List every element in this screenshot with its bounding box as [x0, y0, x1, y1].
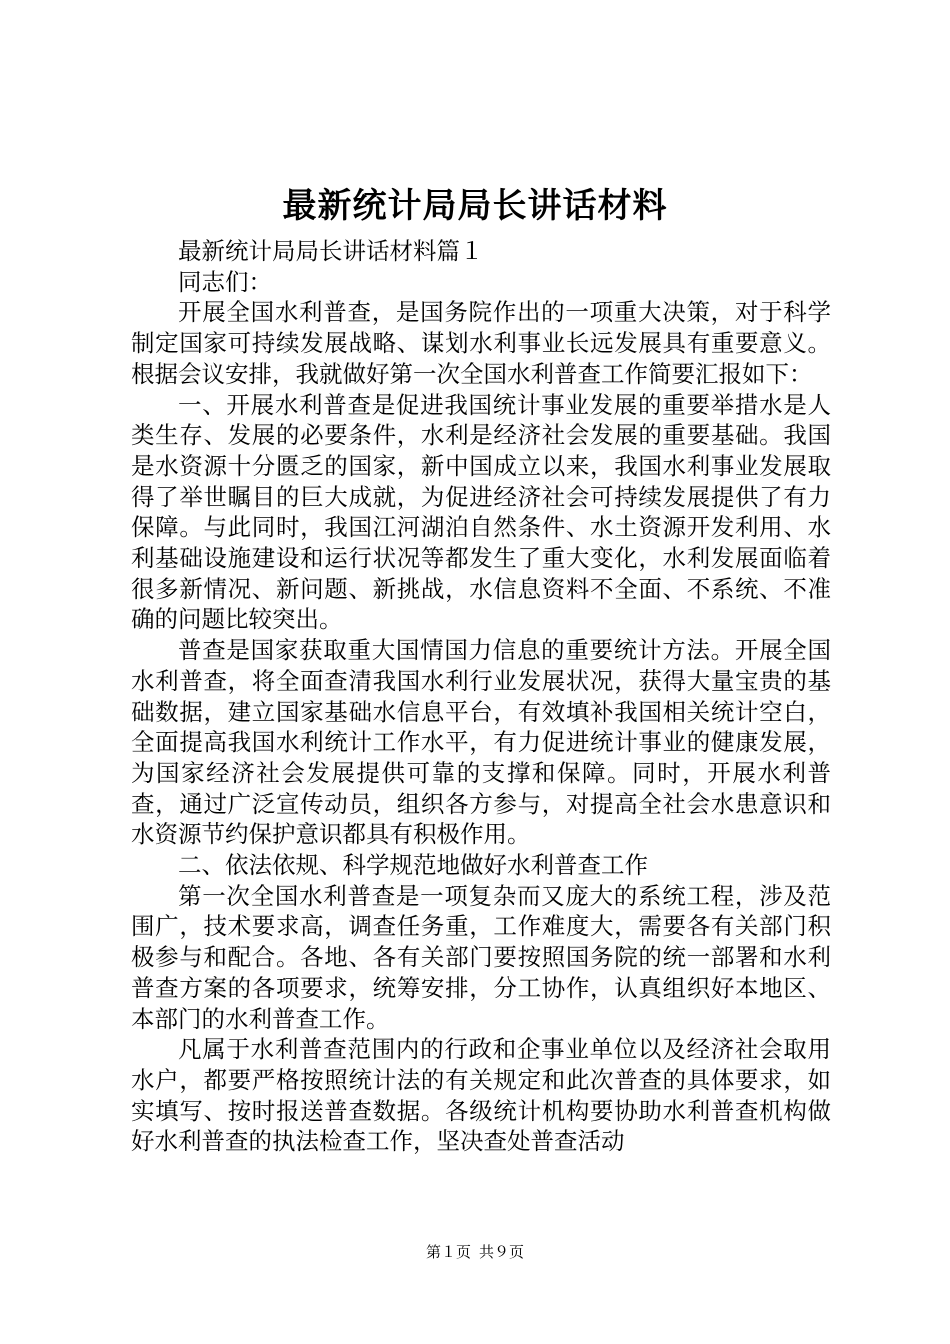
- paragraph-reporting-requirements: 凡属于水利普查范围内的行政和企事业单位以及经济社会取用水户，都要严格按照统计法的有关规定和此次普查的具体要求，如实填写、按时报送普查数据。各级统计机构要协助水利普查机构做好水利普查的执法检查工作，坚决查处普查活动: [131, 1035, 831, 1156]
- paragraph-intro: 开展全国水利普查，是国务院作出的一项重大决策，对于科学制定国家可持续发展战略、谋划水利事业长远发展具有重要意义。根据会议安排，我就做好第一次全国水利普查工作简要汇报如下：: [131, 298, 831, 388]
- document-body: [131, 236, 831, 1157]
- document-title: 最新统计局局长讲话材料: [282, 186, 668, 226]
- page-total: 共９页: [479, 1243, 525, 1261]
- section-heading: 最新统计局局长讲话材料篇１: [178, 237, 484, 265]
- paragraph-point-one: 一、开展水利普查是促进我国统计事业发展的重要举措水是人类生存、发展的必要条件，水利是经济社会发展的重要基础。我国是水资源十分匮乏的国家，新中国成立以来，我国水利事业发展取得了举世瞩目的巨大成就，为促进经济社会可持续发展提供了有力保障。与此同时，我国江河湖泊自然条件、水土资源开发利用、水利基础设施建设和运行状况等都发生了重大变化，水利发展面临着很多新情况、新问题、新挑战，水信息资料不全面、不系统、不准确的问题比较突出。: [131, 390, 831, 634]
- paragraph-census-method: 普查是国家获取重大国情国力信息的重要统计方法。开展全国水利普查，将全面查清我国水利行业发展状况，获得大量宝贵的基础数据，建立国家基础水信息平台，有效填补我国相关统计空白，全面提高我国水利统计工作水平，有力促进统计事业的健康发展，为国家经济社会发展提供可靠的支撑和保障。同时，开展水利普查，通过广泛宣传动员，组织各方参与，对提高全社会水患意识和水资源节约保护意识都具有积极作用。: [131, 636, 831, 849]
- salutation: 同志们：: [178, 267, 272, 296]
- page-number: 第１页: [425, 1243, 471, 1261]
- paragraph-system-project: 第一次全国水利普查是一项复杂而又庞大的系统工程，涉及范围广，技术要求高，调查任务重，工作难度大，需要各有关部门积极参与和配合。各地、各有关部门要按照国务院的统一部署和水利普查方案的各项要求，统筹安排，分工协作，认真组织好本地区、本部门的水利普查工作。: [131, 881, 831, 1033]
- page-footer: [0, 1242, 950, 1262]
- paragraph-point-two-heading: 二、依法依规、科学规范地做好水利普查工作: [178, 851, 648, 880]
